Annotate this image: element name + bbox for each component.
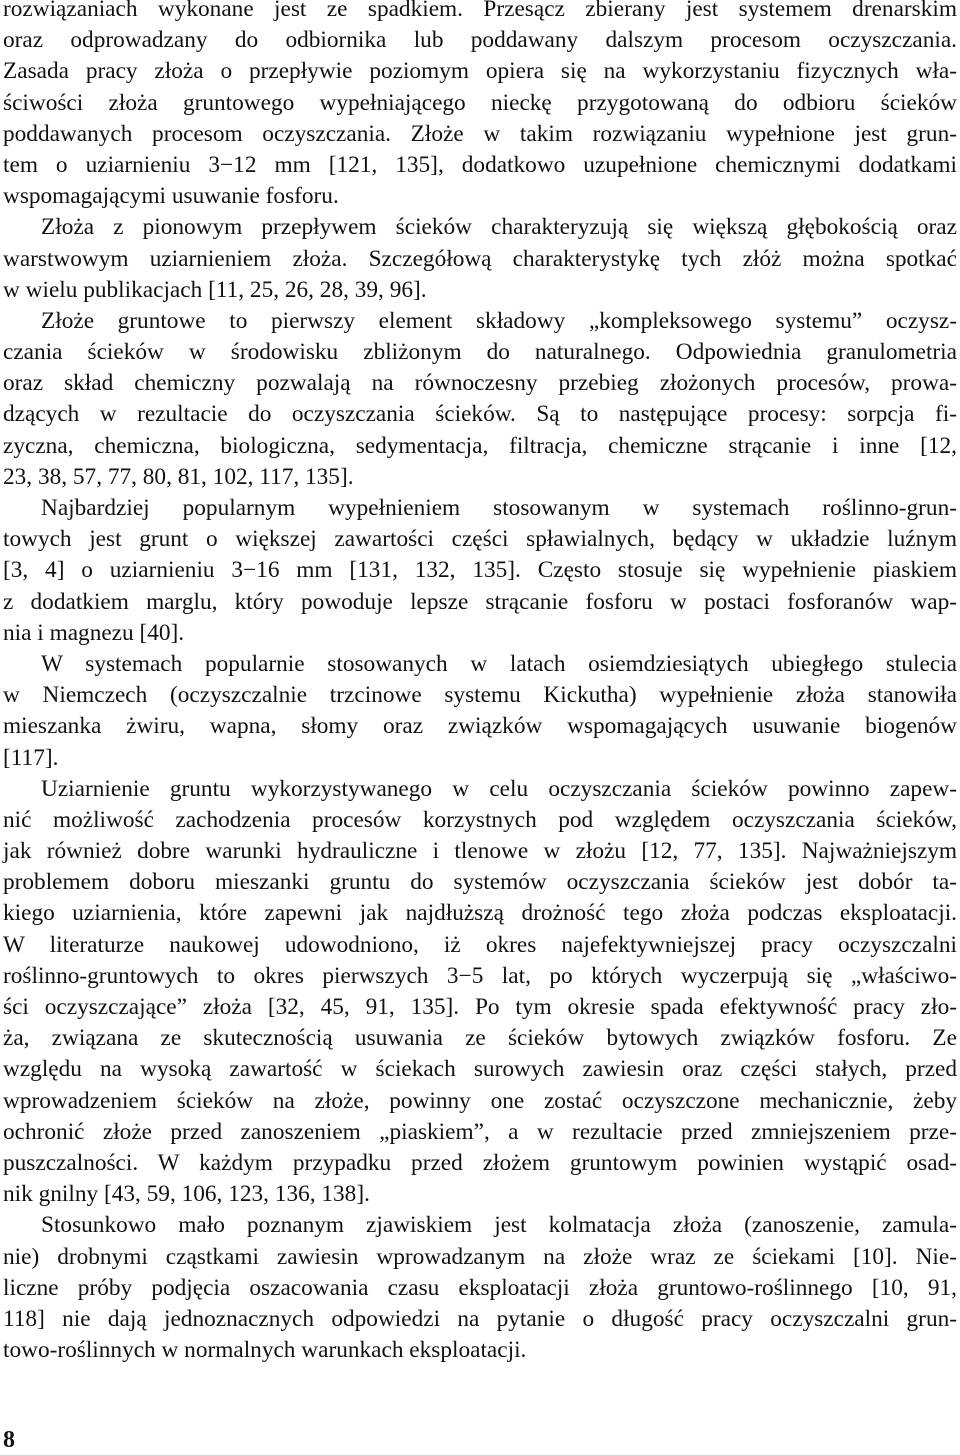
text-line: wprowadzeniem ścieków na złoże, powinny one zostać oczyszczone mechanicznie, żeby <box>3 1087 957 1114</box>
text-line: w wielu publikacjach [11, 25, 26, 28, 39, 96]. <box>3 276 427 303</box>
text-line: nie) drobnymi cząstkami zawiesin wprowadzanym na złoże wraz ze ściekami [10]. Nie- <box>3 1243 957 1270</box>
text-line: roślinno-gruntowych to okres pierwszych 3−5 lat, po których wyczerpują się „właściwo- <box>3 962 957 989</box>
text-line: tem o uziarnieniu 3−12 mm [121, 135], dodatkowo uzupełnione chemicznymi dodatkami <box>3 151 957 178</box>
text-line: ża, związana ze skutecznością usuwania ze ścieków bytowych związków fosforu. Ze <box>3 1025 957 1052</box>
text-line: 118] nie dają jednoznacznych odpowiedzi na pytanie o długość pracy oczyszczalni grun- <box>3 1305 957 1332</box>
text-line: dzących w rezultacie do oczyszczania ścieków. Są to następujące procesy: sorpcja fi- <box>3 401 957 428</box>
document-body <box>3 0 957 1366</box>
text-line: ochronić złoże przed zanoszeniem „piaskiem”, a w rezultacie przed zmniejszeniem prze- <box>3 1118 957 1145</box>
text-line: Uziarnienie gruntu wykorzystywanego w celu oczyszczania ścieków powinno zapew- <box>41 775 957 802</box>
text-line: kiego uziarnienia, które zapewni jak najdłuższą drożność tego złoża podczas eksploatacji. <box>3 900 957 927</box>
text-line: względu na wysoką zawartość w ściekach surowych zawiesin oraz części stałych, przed <box>3 1056 957 1083</box>
text-line: nia i magnezu [40]. <box>3 619 185 646</box>
text-line: Złoża z pionowym przepływem ścieków charakteryzują się większą głębokością oraz <box>41 214 957 241</box>
text-line: czania ścieków w środowisku zbliżonym do naturalnego. Odpowiednia granulometria <box>3 339 957 366</box>
text-line: ściwości złoża gruntowego wypełniającego nieckę przygotowaną do odbioru ścieków <box>3 89 957 116</box>
text-line: W systemach popularnie stosowanych w latach osiemdziesiątych ubiegłego stulecia <box>41 650 957 677</box>
text-line: Złoże gruntowe to pierwszy element składowy „kompleksowego systemu” oczysz- <box>41 307 957 334</box>
text-line: rozwiązaniach wykonane jest ze spadkiem. Przesącz zbierany jest systemem drenarskim <box>3 0 957 22</box>
text-line: wspomagającymi usuwanie fosforu. <box>3 183 339 210</box>
text-line: Najbardziej popularnym wypełnieniem stosowanym w systemach roślinno-grun- <box>41 495 957 521</box>
text-line: W literaturze naukowej udowodniono, iż okres najefektywniejszej pracy oczyszczalni <box>3 931 957 958</box>
text-line: problemem doboru mieszanki gruntu do systemów oczyszczania ścieków jest dobór ta- <box>3 869 957 896</box>
text-line: poddawanych procesom oczyszczania. Złoże w takim rozwiązaniu wypełnione jest grun- <box>3 120 957 147</box>
text-line: mieszanka żwiru, wapna, słomy oraz związków wspomagających usuwanie biogenów <box>3 713 957 740</box>
text-line: towo-roślinnych w normalnych warunkach eksploatacji. <box>3 1337 527 1364</box>
text-line: z dodatkiem marglu, który powoduje lepsze strącanie fosforu w postaci fosforanów wap- <box>3 588 957 615</box>
text-line: [117]. <box>3 744 59 771</box>
text-line: nik gnilny [43, 59, 106, 123, 136, 138]. <box>3 1181 370 1208</box>
text-line: oraz odprowadzany do odbiornika lub poddawany dalszym procesom oczyszczania. <box>3 27 957 54</box>
text-line: jak również dobre warunki hydrauliczne i tlenowe w złożu [12, 77, 135]. Najważniejszym <box>3 838 957 865</box>
text-line: w Niemczech (oczyszczalnie trzcinowe systemu Kickutha) wypełnienie złoża stanowiła <box>3 682 957 709</box>
text-line: Stosunkowo mało poznanym zjawiskiem jest kolmatacja złoża (zanoszenie, zamula- <box>41 1212 957 1239</box>
text-line: Zasada pracy złoża o przepływie poziomym opiera się na wykorzystaniu fizycznych wła- <box>3 58 957 85</box>
text-line: nić możliwość zachodzenia procesów korzystnych pod względem oczyszczania ścieków, <box>3 806 957 833</box>
text-line: warstwowym uziarnieniem złoża. Szczegółową charakterystykę tych złóż można spotkać <box>3 245 957 272</box>
text-line: liczne próby podjęcia oszacowania czasu eksploatacji złoża gruntowo-roślinnego [10, 91, <box>3 1274 957 1301</box>
page-number: 8 <box>3 1427 15 1453</box>
text-line: 23, 38, 57, 77, 80, 81, 102, 117, 135]. <box>3 463 354 490</box>
text-line: oraz skład chemiczny pozwalają na równoczesny przebieg złożonych procesów, prowa- <box>3 370 957 397</box>
text-line: zyczna, chemiczna, biologiczna, sedymentacja, filtracja, chemiczne strącanie i inne [12, <box>3 432 957 459</box>
text-line: ści oczyszczające” złoża [32, 45, 91, 135]. Po tym okresie spada efektywność pracy zło- <box>3 994 957 1020</box>
text-line: puszczalności. W każdym przypadku przed złożem gruntowym powinien wystąpić osad- <box>3 1149 957 1176</box>
text-line: towych jest grunt o większej zawartości części spławialnych, będący w układzie luźnym <box>3 526 957 553</box>
text-line: [3, 4] o uziarnieniu 3−16 mm [131, 132, 135]. Często stosuje się wypełnienie piaskiem <box>3 557 957 584</box>
